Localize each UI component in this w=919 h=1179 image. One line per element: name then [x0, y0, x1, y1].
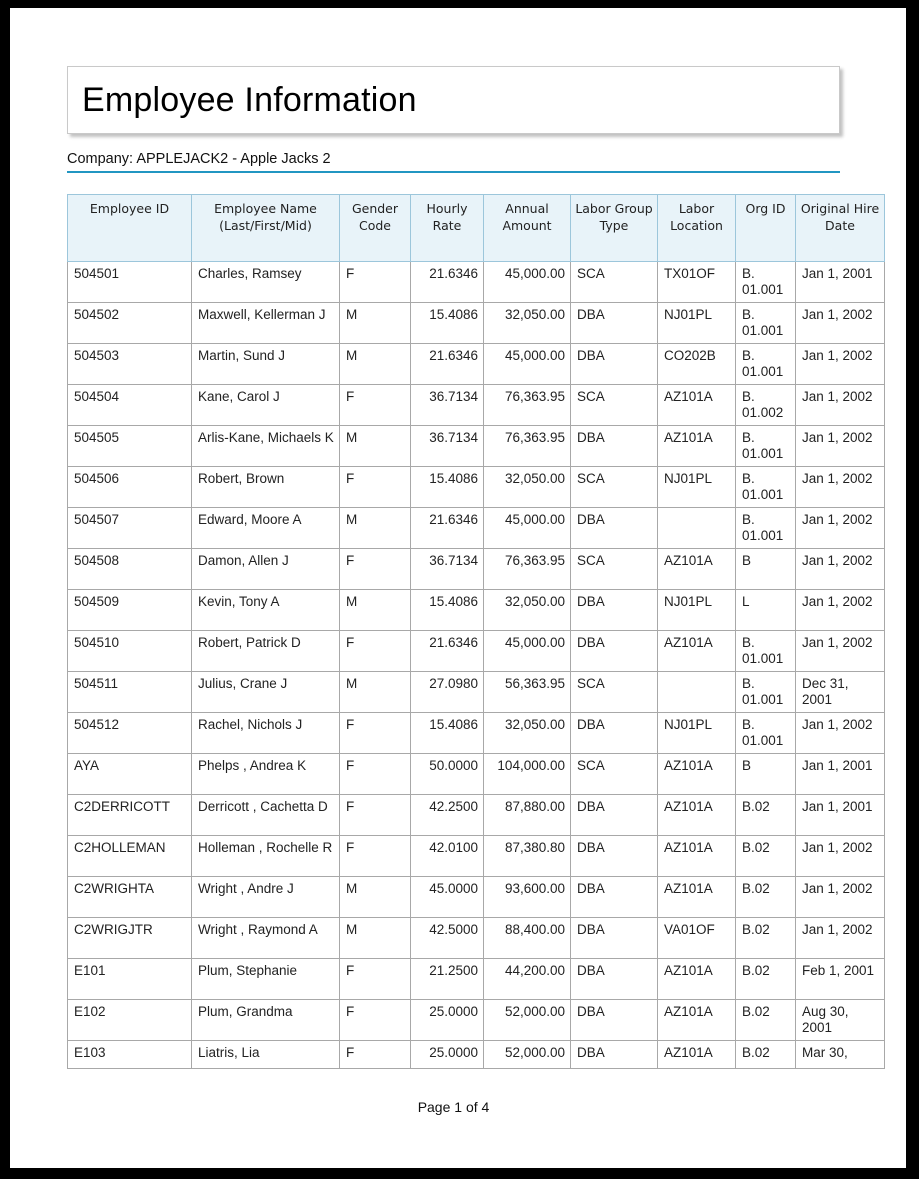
- cell-hourly_rate: 21.2500: [411, 959, 484, 1000]
- cell-employee_id: E102: [68, 1000, 192, 1041]
- cell-labor_location: AZ101A: [658, 959, 736, 1000]
- table-row: [68, 426, 885, 467]
- cell-annual_amount: 76,363.95: [484, 385, 571, 426]
- cell-labor_group_type: DBA: [571, 877, 658, 918]
- cell-employee_id: 504503: [68, 344, 192, 385]
- cell-hourly_rate: 36.7134: [411, 385, 484, 426]
- cell-labor_group_type: SCA: [571, 549, 658, 590]
- cell-labor_group_type: DBA: [571, 303, 658, 344]
- column-header-labor_location: Labor Location: [658, 195, 736, 262]
- cell-annual_amount: 87,380.80: [484, 836, 571, 877]
- table-row: [68, 959, 885, 1000]
- cell-gender_code: F: [340, 467, 411, 508]
- cell-org_id: B. 01.001: [736, 631, 796, 672]
- cell-hourly_rate: 42.0100: [411, 836, 484, 877]
- divider-rule: [67, 171, 840, 173]
- cell-labor_location: NJ01PL: [658, 713, 736, 754]
- cell-gender_code: F: [340, 262, 411, 303]
- table-row: [68, 713, 885, 754]
- cell-employee_id: C2WRIGHTA: [68, 877, 192, 918]
- cell-employee_id: E101: [68, 959, 192, 1000]
- cell-annual_amount: 93,600.00: [484, 877, 571, 918]
- cell-labor_group_type: SCA: [571, 385, 658, 426]
- cell-original_hire_date: Jan 1, 2001: [796, 754, 885, 795]
- cell-gender_code: F: [340, 631, 411, 672]
- table-row: [68, 754, 885, 795]
- cell-original_hire_date: Jan 1, 2002: [796, 467, 885, 508]
- cell-annual_amount: 87,880.00: [484, 795, 571, 836]
- cell-hourly_rate: 15.4086: [411, 467, 484, 508]
- table-body: [68, 262, 885, 1069]
- table-row: [68, 918, 885, 959]
- cell-original_hire_date: Jan 1, 2002: [796, 631, 885, 672]
- report-content: [67, 66, 880, 1115]
- cell-labor_location: AZ101A: [658, 426, 736, 467]
- cell-hourly_rate: 42.5000: [411, 918, 484, 959]
- title-box: [67, 66, 840, 134]
- column-header-labor_group_type: Labor Group Type: [571, 195, 658, 262]
- cell-original_hire_date: Jan 1, 2002: [796, 385, 885, 426]
- table-row: [68, 344, 885, 385]
- cell-original_hire_date: Jan 1, 2002: [796, 508, 885, 549]
- cell-org_id: B. 01.001: [736, 303, 796, 344]
- cell-labor_location: TX01OF: [658, 262, 736, 303]
- cell-original_hire_date: Jan 1, 2002: [796, 344, 885, 385]
- cell-gender_code: M: [340, 426, 411, 467]
- cell-annual_amount: 32,050.00: [484, 713, 571, 754]
- cell-org_id: B.02: [736, 1041, 796, 1069]
- cell-gender_code: M: [340, 590, 411, 631]
- cell-employee_name: Wright , Raymond A: [192, 918, 340, 959]
- cell-org_id: B.02: [736, 877, 796, 918]
- cell-employee_id: C2DERRICOTT: [68, 795, 192, 836]
- cell-gender_code: F: [340, 385, 411, 426]
- cell-hourly_rate: 27.0980: [411, 672, 484, 713]
- cell-hourly_rate: 42.2500: [411, 795, 484, 836]
- cell-employee_id: 504507: [68, 508, 192, 549]
- cell-labor_group_type: DBA: [571, 713, 658, 754]
- cell-labor_group_type: DBA: [571, 344, 658, 385]
- page-number: Page 1 of 4: [417, 1099, 490, 1115]
- cell-gender_code: F: [340, 1000, 411, 1041]
- column-header-employee_name: Employee Name (Last/First/Mid): [192, 195, 340, 262]
- cell-labor_group_type: DBA: [571, 1041, 658, 1069]
- cell-employee_id: 504505: [68, 426, 192, 467]
- cell-labor_group_type: DBA: [571, 590, 658, 631]
- cell-labor_group_type: DBA: [571, 795, 658, 836]
- cell-annual_amount: 45,000.00: [484, 508, 571, 549]
- cell-employee_name: Robert, Brown: [192, 467, 340, 508]
- cell-annual_amount: 32,050.00: [484, 590, 571, 631]
- cell-labor_location: NJ01PL: [658, 590, 736, 631]
- cell-original_hire_date: Jan 1, 2002: [796, 836, 885, 877]
- cell-annual_amount: 52,000.00: [484, 1041, 571, 1069]
- cell-hourly_rate: 45.0000: [411, 877, 484, 918]
- cell-annual_amount: 88,400.00: [484, 918, 571, 959]
- cell-labor_group_type: DBA: [571, 959, 658, 1000]
- cell-labor_location: VA01OF: [658, 918, 736, 959]
- column-header-hourly_rate: Hourly Rate: [411, 195, 484, 262]
- cell-employee_name: Rachel, Nichols J: [192, 713, 340, 754]
- cell-hourly_rate: 15.4086: [411, 713, 484, 754]
- cell-employee_name: Edward, Moore A: [192, 508, 340, 549]
- cell-original_hire_date: Jan 1, 2002: [796, 590, 885, 631]
- cell-annual_amount: 52,000.00: [484, 1000, 571, 1041]
- cell-employee_id: 504504: [68, 385, 192, 426]
- cell-original_hire_date: Aug 30, 2001: [796, 1000, 885, 1041]
- table-row: [68, 385, 885, 426]
- cell-annual_amount: 76,363.95: [484, 549, 571, 590]
- cell-hourly_rate: 36.7134: [411, 549, 484, 590]
- cell-annual_amount: 44,200.00: [484, 959, 571, 1000]
- cell-org_id: B: [736, 549, 796, 590]
- cell-original_hire_date: Jan 1, 2002: [796, 303, 885, 344]
- table-header: [68, 195, 885, 262]
- cell-original_hire_date: Jan 1, 2001: [796, 795, 885, 836]
- cell-org_id: B. 01.001: [736, 467, 796, 508]
- cell-org_id: B.02: [736, 795, 796, 836]
- cell-employee_id: 504502: [68, 303, 192, 344]
- cell-employee_id: 504510: [68, 631, 192, 672]
- cell-employee_name: Damon, Allen J: [192, 549, 340, 590]
- cell-employee_id: 504511: [68, 672, 192, 713]
- cell-org_id: B.02: [736, 836, 796, 877]
- cell-original_hire_date: Dec 31, 2001: [796, 672, 885, 713]
- cell-annual_amount: 32,050.00: [484, 467, 571, 508]
- cell-employee_name: Derricott , Cachetta D: [192, 795, 340, 836]
- table-row: [68, 262, 885, 303]
- cell-org_id: B: [736, 754, 796, 795]
- cell-gender_code: M: [340, 672, 411, 713]
- cell-annual_amount: 45,000.00: [484, 344, 571, 385]
- cell-hourly_rate: 25.0000: [411, 1041, 484, 1069]
- cell-employee_name: Plum, Stephanie: [192, 959, 340, 1000]
- cell-labor_group_type: SCA: [571, 672, 658, 713]
- cell-annual_amount: 32,050.00: [484, 303, 571, 344]
- cell-org_id: B. 01.001: [736, 672, 796, 713]
- cell-org_id: B. 01.001: [736, 713, 796, 754]
- cell-hourly_rate: 21.6346: [411, 631, 484, 672]
- cell-annual_amount: 56,363.95: [484, 672, 571, 713]
- column-header-employee_id: Employee ID: [68, 195, 192, 262]
- cell-original_hire_date: Jan 1, 2002: [796, 713, 885, 754]
- cell-labor_group_type: DBA: [571, 836, 658, 877]
- cell-org_id: B. 01.001: [736, 426, 796, 467]
- cell-employee_id: AYA: [68, 754, 192, 795]
- cell-labor_location: CO202B: [658, 344, 736, 385]
- cell-original_hire_date: Mar 30,: [796, 1041, 885, 1069]
- table-row: [68, 795, 885, 836]
- column-header-original_hire_date: Original Hire Date: [796, 195, 885, 262]
- cell-gender_code: M: [340, 918, 411, 959]
- cell-labor_group_type: DBA: [571, 426, 658, 467]
- cell-labor_location: AZ101A: [658, 795, 736, 836]
- cell-employee_name: Kane, Carol J: [192, 385, 340, 426]
- table-row: [68, 508, 885, 549]
- table-row: [68, 590, 885, 631]
- cell-employee_name: Martin, Sund J: [192, 344, 340, 385]
- cell-labor_group_type: DBA: [571, 918, 658, 959]
- cell-gender_code: F: [340, 549, 411, 590]
- table-row: [68, 672, 885, 713]
- cell-org_id: L: [736, 590, 796, 631]
- cell-employee_name: Holleman , Rochelle R: [192, 836, 340, 877]
- cell-original_hire_date: Jan 1, 2002: [796, 426, 885, 467]
- cell-labor_location: AZ101A: [658, 631, 736, 672]
- cell-employee_name: Kevin, Tony A: [192, 590, 340, 631]
- cell-labor_location: AZ101A: [658, 754, 736, 795]
- cell-gender_code: M: [340, 877, 411, 918]
- cell-org_id: B. 01.001: [736, 262, 796, 303]
- header-row: [68, 195, 885, 262]
- cell-employee_id: C2HOLLEMAN: [68, 836, 192, 877]
- cell-employee_id: E103: [68, 1041, 192, 1069]
- cell-labor_group_type: DBA: [571, 1000, 658, 1041]
- cell-gender_code: M: [340, 303, 411, 344]
- cell-gender_code: F: [340, 795, 411, 836]
- cell-labor_group_type: DBA: [571, 508, 658, 549]
- cell-org_id: B.02: [736, 1000, 796, 1041]
- cell-labor_location: AZ101A: [658, 836, 736, 877]
- cell-hourly_rate: 21.6346: [411, 344, 484, 385]
- cell-labor_location: AZ101A: [658, 385, 736, 426]
- cell-labor_location: NJ01PL: [658, 467, 736, 508]
- cell-employee_name: Phelps , Andrea K: [192, 754, 340, 795]
- cell-employee_name: Julius, Crane J: [192, 672, 340, 713]
- cell-employee_id: C2WRIGJTR: [68, 918, 192, 959]
- table-row: [68, 631, 885, 672]
- cell-labor_group_type: DBA: [571, 631, 658, 672]
- table-row: [68, 303, 885, 344]
- cell-employee_name: Plum, Grandma: [192, 1000, 340, 1041]
- cell-labor_location: AZ101A: [658, 1000, 736, 1041]
- cell-gender_code: F: [340, 1041, 411, 1069]
- table-row: [68, 1041, 885, 1069]
- cell-gender_code: F: [340, 754, 411, 795]
- cell-employee_id: 504509: [68, 590, 192, 631]
- cell-org_id: B. 01.001: [736, 508, 796, 549]
- cell-annual_amount: 104,000.00: [484, 754, 571, 795]
- column-header-annual_amount: Annual Amount: [484, 195, 571, 262]
- table-row: [68, 1000, 885, 1041]
- cell-labor_group_type: SCA: [571, 754, 658, 795]
- page-title: Employee Information: [82, 80, 417, 119]
- cell-employee_id: 504508: [68, 549, 192, 590]
- cell-annual_amount: 45,000.00: [484, 262, 571, 303]
- cell-gender_code: M: [340, 508, 411, 549]
- cell-original_hire_date: Jan 1, 2002: [796, 877, 885, 918]
- cell-org_id: B.02: [736, 918, 796, 959]
- table-row: [68, 549, 885, 590]
- cell-gender_code: F: [340, 959, 411, 1000]
- cell-employee_name: Liatris, Lia: [192, 1041, 340, 1069]
- cell-employee_name: Arlis-Kane, Michaels K: [192, 426, 340, 467]
- cell-annual_amount: 76,363.95: [484, 426, 571, 467]
- cell-original_hire_date: Jan 1, 2001: [796, 262, 885, 303]
- cell-hourly_rate: 50.0000: [411, 754, 484, 795]
- cell-employee_name: Charles, Ramsey: [192, 262, 340, 303]
- cell-employee_name: Maxwell, Kellerman J: [192, 303, 340, 344]
- column-header-org_id: Org ID: [736, 195, 796, 262]
- company-line: Company: APPLEJACK2 - Apple Jacks 2: [67, 151, 331, 167]
- cell-labor_location: AZ101A: [658, 549, 736, 590]
- cell-original_hire_date: Feb 1, 2001: [796, 959, 885, 1000]
- cell-original_hire_date: Jan 1, 2002: [796, 549, 885, 590]
- cell-hourly_rate: 25.0000: [411, 1000, 484, 1041]
- cell-employee_name: Robert, Patrick D: [192, 631, 340, 672]
- cell-employee_name: Wright , Andre J: [192, 877, 340, 918]
- cell-employee_id: 504501: [68, 262, 192, 303]
- cell-labor_group_type: SCA: [571, 262, 658, 303]
- cell-employee_id: 504512: [68, 713, 192, 754]
- table-row: [68, 877, 885, 918]
- column-header-gender_code: Gender Code: [340, 195, 411, 262]
- cell-org_id: B. 01.002: [736, 385, 796, 426]
- cell-labor_location: [658, 672, 736, 713]
- table-row: [68, 836, 885, 877]
- cell-labor_location: AZ101A: [658, 1041, 736, 1069]
- cell-hourly_rate: 21.6346: [411, 508, 484, 549]
- cell-labor_location: AZ101A: [658, 877, 736, 918]
- cell-hourly_rate: 21.6346: [411, 262, 484, 303]
- cell-hourly_rate: 15.4086: [411, 303, 484, 344]
- cell-hourly_rate: 36.7134: [411, 426, 484, 467]
- table-row: [68, 467, 885, 508]
- cell-org_id: B.02: [736, 959, 796, 1000]
- cell-hourly_rate: 15.4086: [411, 590, 484, 631]
- cell-gender_code: F: [340, 713, 411, 754]
- cell-gender_code: F: [340, 836, 411, 877]
- cell-gender_code: M: [340, 344, 411, 385]
- cell-labor_location: NJ01PL: [658, 303, 736, 344]
- cell-labor_group_type: SCA: [571, 467, 658, 508]
- cell-original_hire_date: Jan 1, 2002: [796, 918, 885, 959]
- cell-labor_location: [658, 508, 736, 549]
- cell-employee_id: 504506: [68, 467, 192, 508]
- cell-org_id: B. 01.001: [736, 344, 796, 385]
- employee-table: [67, 194, 885, 1069]
- cell-annual_amount: 45,000.00: [484, 631, 571, 672]
